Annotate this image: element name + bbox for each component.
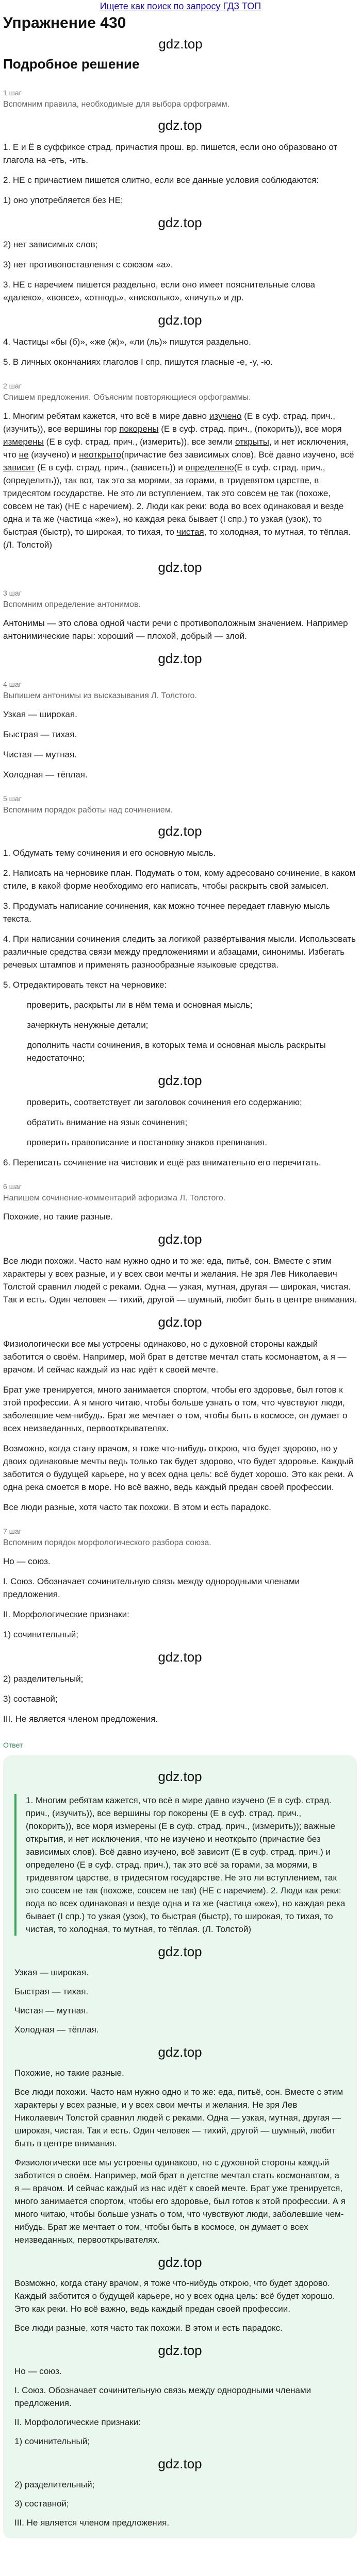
watermark: gdz.top [158,1231,202,1247]
step-hint: Напишем сочинение-комментарий афоризма Л. Толстого. [3,1194,226,1202]
step-label: 5 шаг [3,794,22,803]
plan-item: 2. Написать на черновике план. Подумать о том, кому адресовано сочинение, в каком стиле, в какой форме необходимо его написать, чтобы раскрыть свой замысел. [3,868,356,891]
step-hint: Спишем предложения. Объясним повторяющиеся орфограммы. [3,393,251,402]
answer-morph-item: 3) составной; [14,2499,69,2509]
answer-antonym: Узкая — широкая. [14,1968,89,1977]
watermark: gdz.top [158,651,202,666]
watermark: gdz.top [158,1314,202,1330]
checklist-item: дополнить части сочинения, в которых тема и основная мысль раскрыты недостаточно; [27,1040,326,1063]
checklist-item: проверить, раскрыты ли в нём тема и основная мысль; [27,1000,253,1010]
antonym-definition: Антонимы — это слова одной части речи с противоположным значением. Например антонимические пары: хороший — плохой, добрый — злой. [3,618,348,641]
watermark: gdz.top [158,2456,202,2471]
watermark: gdz.top [158,560,202,575]
antonym-pair: Быстрая — тихая. [3,730,77,739]
step-hint: Вспомним порядок морфологического разбора союза. [3,1538,211,1547]
search-link[interactable]: Ищете как поиск по запросу ГДЗ ТОП [100,1,261,11]
watermark: gdz.top [158,2255,202,2270]
solution-content [0,72,361,2538]
essay-paragraph: Возможно, когда стану врачом, я тоже что-нибудь открою, что будет здорово, но у двоих одинаковые мечты ведь только так будет здорово, что будет здоровье. Каждый заботится о будущей карьере, но у всех одна цель: всё будет хорошо. Это как реки. А одна река смоется в море. Но всё важно, ведь каждый предан своей профессии. [3,1444,354,1492]
checklist-item: проверить, соответствует ли заголовок сочинения его содержанию; [27,1097,302,1107]
step-label: 3 шаг [3,589,22,597]
answer-antonym: Холодная — тёплая. [14,2025,99,2035]
plan-item: 1. Обдумать тему сочинения и его основную мысль. [3,848,216,858]
rule-text: 1) оно употребляется без НЕ; [3,195,123,205]
answer-morph-item: I. Союз. Обозначает сочинительную связь между однородными членами предложения. [14,2385,311,2408]
essay-paragraph: Все люди разные, хотя часто так похожи. В этом и есть парадокс. [3,1502,271,1512]
morph-item: III. Не является членом предложения. [3,1714,158,1724]
plan-item: 6. Переписать сочинение на чистовик и ещё раз внимательно его перечитать. [3,1158,321,1167]
watermark: gdz.top [158,823,202,839]
answer-label: Ответ [3,1741,23,1749]
step-hint: Вспомним правила, необходимые для выбора орфограмм. [3,100,230,109]
answer-antonym: Быстрая — тихая. [14,1987,89,1996]
watermark: gdz.top [158,1073,202,1088]
answer-morph-item: III. Не является членом предложения. [14,2518,170,2528]
watermark: gdz.top [158,2343,202,2358]
watermark: gdz.top [158,312,202,328]
morph-item: 1) сочинительный; [3,1630,78,1639]
morph-item: 3) составной; [3,1694,58,1704]
watermark: gdz.top [158,117,202,133]
antonym-pair: Узкая — широкая. [3,709,77,719]
morph-item: I. Союз. Обозначает сочинительную связь между однородными членами предложения. [3,1577,300,1599]
morph-item: Но — союз. [3,1556,51,1566]
morph-item: II. Морфологические признаки: [3,1609,129,1619]
step-label: 6 шаг [3,1182,22,1191]
rule-text: 2) нет зависимых слов; [3,240,98,249]
answer-morph-item: 2) разделительный; [14,2480,95,2489]
answer-essay-paragraph: Возможно, когда стану врачом, я тоже что-нибудь открою, что будет здорово. Каждый заботится о будущей карьере, но у всех одна цель: всё будет хорошо. Это как реки. Но всё важно, ведь каждый предан своей профессии. [14,2278,335,2314]
step-label: 7 шаг [3,1527,22,1535]
answer-copied-text [14,1794,346,1936]
watermark: gdz.top [158,1769,202,1784]
page-title: Упражнение 430 [3,14,126,31]
watermark: gdz.top [158,1649,202,1665]
antonym-pair: Холодная — тёплая. [3,770,88,779]
answer-essay-title: Похожие, но такие разные. [14,2068,124,2078]
watermark: gdz.top [158,2044,202,2060]
plan-item: 3. Продумать написание сочинения, как можно точнее передает главную мысль текста. [3,901,330,924]
essay-title: Похожие, но такие разные. [3,1212,113,1222]
watermark: gdz.top [158,1944,202,1959]
step-label: 1 шаг [3,89,22,97]
plan-item: 4. При написании сочинения следить за логикой развёртывания мысли. Использовать различные средства связи между предложениями и абзацами, синонимы. Избегать речевых штампов и применять разнообразные языковые средства. [3,934,356,970]
morph-item: 2) разделительный; [3,1674,84,1684]
plan-item: 5. Отредактировать текст на черновике: [3,980,167,990]
antonym-pair: Чистая — мутная. [3,750,77,759]
solution-heading: Подробное решение [3,56,140,72]
step-label: 2 шаг [3,382,22,390]
answer-morph-item: Но — союз. [14,2366,62,2376]
checklist-item: проверить правописание и постановку знаков препинания. [27,1138,267,1147]
step-hint: Вспомним определение антонимов. [3,600,141,609]
essay-paragraph: Физиологически все мы устроены одинаково, но с духовной стороны каждый заботится о своём. Например, мой брат в детстве мечтал стать космонавтом, а я — врачом. И сейчас каждый из нас идёт к своей мечте. [3,1339,347,1375]
rule-text: 2. НЕ с причастием пишется слитно, если все данные условия соблюдаются: [3,175,319,185]
answer-essay-paragraph: Все люди похожи. Часто нам нужно одно и то же: еда, питьё, сон. Вместе с этим характеры у всех разные, и у всех свои мечты и желания. Не зря Лев Николаевич Толстой сравнил людей с реками. Одна — узкая, мутная, другая — широкая, чистая. Так и есть. Один человек — тихий, другой — шумный, любит быть в центре внимания. [14,2087,343,2148]
watermark: gdz.top [158,215,202,230]
step-label: 4 шаг [3,680,22,688]
rule-text: 3) нет противопоставления с союзом «а». [3,260,173,269]
step-hint: Вспомним порядок работы над сочинением. [3,806,173,815]
answer-essay-paragraph: Физиологически все мы устроены одинаково, но с духовной стороны каждый заботится о своём. Например, мой брат в детстве мечтал стать космонавтом, а я — врачом. И сейчас каждый из нас идёт к своей мечте. Брат уже тренируется, много занимается спортом, чтобы его здоровье, был готов к этой профессии. А я много читаю, чтобы больше узнать о том, что чувствуют люди, заболевшие чем-нибудь. Брат же мечтает о том, чтобы быть в космосе, он думает о всех неизведанных, первооткрывателях. [14,2158,346,2245]
answer-box [3,1755,357,2538]
watermark: gdz.top [158,36,203,52]
rule-text: 1. Е и Ё в суффиксе страд. причастия прош. вр. пишется, если оно образовано от глагола на -еть, -ить. [3,142,338,165]
essay-paragraph: Все люди похожи. Часто нам нужно одно и то же: еда, питьё, сон. Вместе с этим характеры у всех разные, и у всех свои мечты и желания. Не зря Лев Николаевич Толстой сравнил людей с реками. Одна — узкая, мутная, другая — широкая, чистая. Так и есть. Один человек — тихий, другой — шумный, любит быть в центре внимания. [3,1256,357,1304]
step-hint: Выпишем антонимы из высказывания Л. Толстого. [3,691,197,700]
page [0,1,361,2576]
answer-morph-item: 1) сочинительный; [14,2436,90,2446]
essay-paragraph: Брат уже тренируется, много занимается спортом, чтобы его здоровье, был готов к этой профессии. А я много читаю, чтобы больше узнать о том, что чувствуют люди, заболевшие чем-нибудь. Брат же мечтает о том, чтобы быть в космосе, он думает о всех неизведанных, первооткрывателях. [3,1385,348,1433]
copied-text: 1. Многим ребятам кажется, что всё в мире давно изучено (Е в суф. страд. прич., (изучить)), все вершины гор покорены (Е в суф. страд. прич., (покорить)), все моря измерены (Е в суф. страд. прич., (измерить)), все земли открыты, и нет исключения, что не (изучено) и неоткрыто(причастие без зависимых слов). Всё давно изучено, всё зависит (Е в суф. страд. прич., (зависеть)) и определено(Е в суф. страд. прич., (определить)), так вот, так это за морями, за горами, в тридевятом царстве, в тридесятом государстве. Не это ли вступлением, так это совсем не так (похоже, совсем не так) (НЕ с наречием). 2. Люди как реки: вода во всех одинаковая и везде одна и та же (частица «же»), но каждая река бывает (I спр.) то узкая (узок), то быстрая (быстр), то широкая, то тихая, то чистая, то холодная, то мутная, то тёплая. (Л. Толстой) [3,411,354,550]
answer-morph-item: II. Морфологические признаки: [14,2417,141,2427]
answer-paragraph: 1. Многим ребятам кажется, что всё в мире давно изучено (Е в суф. страд. прич., (изучить)), все вершины гор покорены (Е в суф. страд. прич., (покорить)), все моря измерены (Е в суф. страд. прич., (измерить)); важные открытия, и нет исключения, что не изучено и неоткрыто (причастие без зависимых слов). Всё давно изучено, всё зависит (Е в суф. страд. прич.) и определено (Е в суф. страд. прич.), так это всё за горами, за морями, в тридевятом царстве, в тридесятом государстве. Не это ли вступлением, так это совсем не так (похоже, совсем не так) (НЕ с наречием). 2. Люди как реки: вода во всех одинаковая и везде одна и та же (частица «же»), но каждая река бывает (I спр.) то узкая (узок), то быстрая (быстр), то широкая, то тихая, то чистая, то холодная, то мутная, то тёплая. (Л. Толстой) [26,1795,346,1934]
rule-text: 4. Частицы «бы (б)», «же (ж)», «ли (ль)» пишутся раздельно. [3,337,251,347]
checklist-item: зачеркнуть ненужные детали; [27,1020,149,1030]
answer-essay-paragraph: Все люди разные, хотя часто так похожи. В этом и есть парадокс. [14,2323,283,2333]
rule-text: 5. В личных окончаниях глаголов I спр. пишутся гласные -е, -у, -ю. [3,357,273,367]
answer-antonym: Чистая — мутная. [14,2006,88,2015]
checklist-item: обратить внимание на язык сочинения; [27,1117,188,1127]
rule-text: 3. НЕ с наречием пишется раздельно, если оно имеет пояснительные слова «далеко», «вовсе», «отнюдь», «нисколько», «ничуть» и др. [3,280,315,302]
